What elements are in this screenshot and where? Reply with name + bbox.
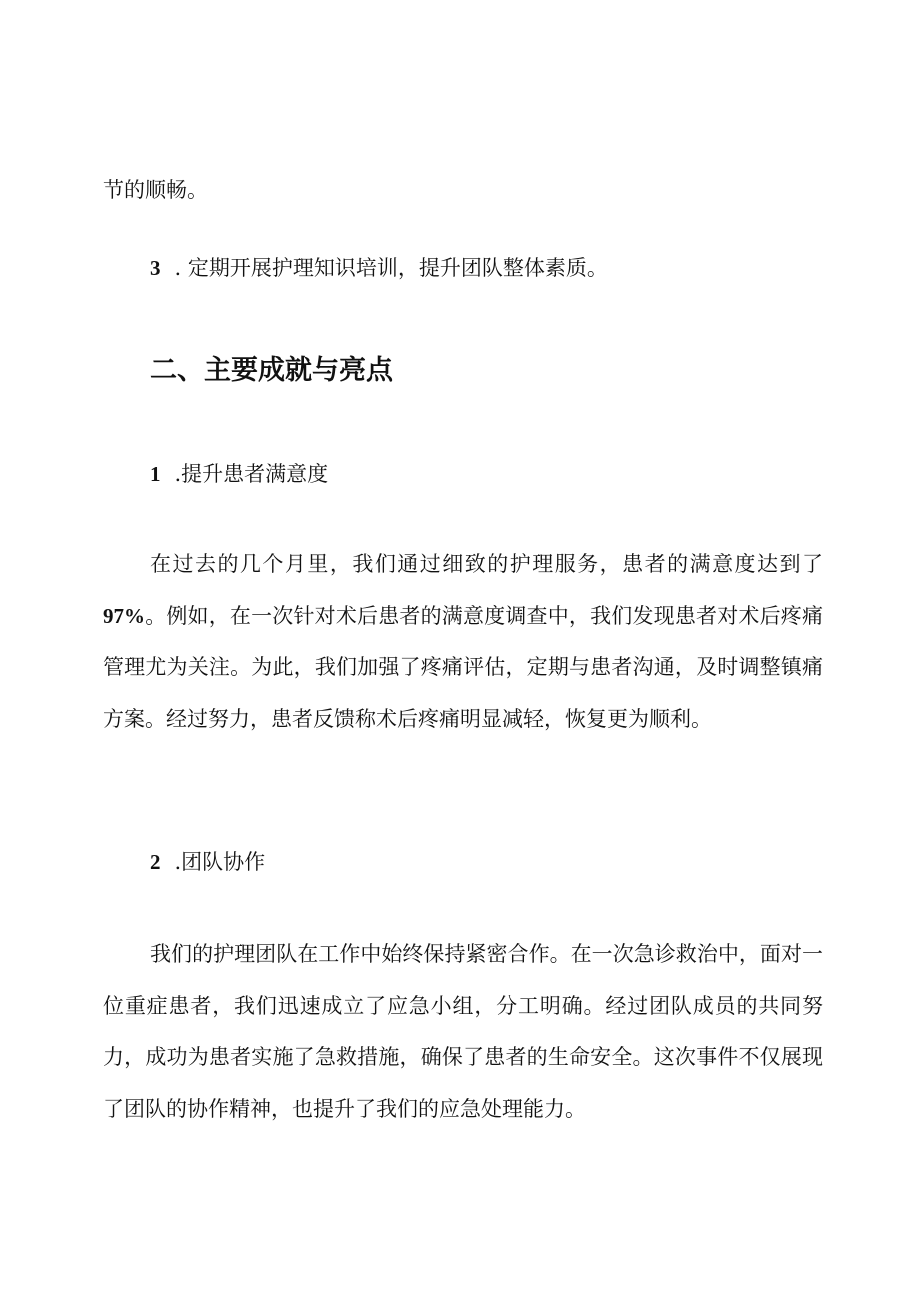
subheading-2	[150, 848, 265, 876]
list-item-3-text: . 定期开展护理知识培训，提升团队整体素质。	[174, 256, 608, 280]
list-item-3-number: 3	[150, 256, 161, 280]
paragraph-satisfaction-text-a: 在过去的几个月里，我们通过细致的护理服务，患者的满意度达到了	[150, 552, 823, 576]
satisfaction-percentage: 97%	[103, 603, 145, 628]
paragraph-teamwork: 我们的护理团队在工作中始终保持紧密合作。在一次急诊救治中，面对一位重症患者，我们迅速成立了应急小组，分工明确。经过团队成员的共同努力，成功为患者实施了急救措施，确保了患者的生命安全。这次事件不仅展现了团队的协作精神，也提升了我们的应急处理能力。	[103, 942, 823, 1121]
subheading-1	[150, 460, 328, 488]
paragraph-satisfaction-text-b: 。例如，在一次针对术后患者的满意度调查中，我们发现患者对术后疼痛管理尤为关注。为此，我们加强了疼痛评估，定期与患者沟通，及时调整镇痛方案。经过努力，患者反馈称术后疼痛明显减轻，恢复更为顺利。	[103, 603, 823, 731]
subheading-1-number: 1	[150, 462, 161, 486]
continued-text-line: 节的顺畅。	[103, 178, 208, 202]
list-item-3	[150, 254, 608, 282]
subheading-2-title: .团队协作	[174, 850, 266, 874]
paragraph-satisfaction	[103, 539, 823, 745]
subheading-2-number: 2	[150, 850, 161, 874]
subheading-1-title: .提升患者满意度	[174, 462, 329, 486]
section-heading: 二、主要成就与亮点	[150, 355, 393, 386]
